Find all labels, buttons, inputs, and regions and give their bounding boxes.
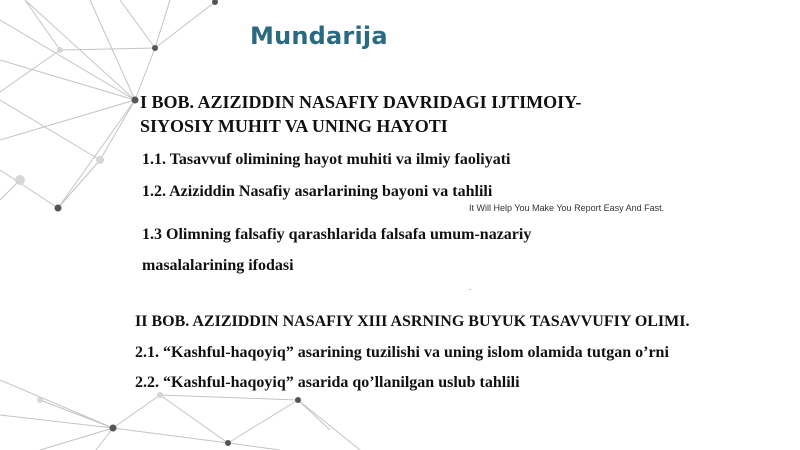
toc-item-2-1: 2.1. “Kashful-haqoyiq” asarining tuzilishi va uning islom olamida tutgan o’rni bbox=[135, 344, 669, 361]
toc-item-1-1: 1.1. Tasavvuf olimining hayot muhiti va ilmiy faoliyati bbox=[142, 151, 511, 168]
toc-item-1-2: 1.2. Aziziddin Nasafiy asarlarining bayoni va tahlili bbox=[142, 183, 493, 200]
toc-item-2-2: 2.2. “Kashful-haqoyiq” asarida qo’llanilgan uslub tahlili bbox=[135, 374, 520, 391]
chapter1-heading-line1: I BOB. AZIZIDDIN NASAFIY DAVRIDAGI IJTIMOIY- bbox=[140, 92, 582, 112]
chapter2-heading: II BOB. AZIZIDDIN NASAFIY XIII ASRNING BUYUK TASAVVUFIY OLIMI. bbox=[135, 313, 690, 330]
chapter1-heading bbox=[140, 90, 581, 138]
toc-item-1-3-cont: masalalarining ifodasi bbox=[142, 257, 294, 274]
stray-dot: . bbox=[469, 283, 471, 292]
helper-note: It Will Help You Make You Report Easy And Fast. bbox=[469, 203, 665, 213]
page-title: Mundarija bbox=[250, 22, 388, 50]
chapter1-heading-line2: SIYOSIY MUHIT VA UNING HAYOTI bbox=[140, 116, 448, 136]
toc-item-1-3: 1.3 Olimning falsafiy qarashlarida falsafa umum-nazariy bbox=[142, 226, 532, 243]
